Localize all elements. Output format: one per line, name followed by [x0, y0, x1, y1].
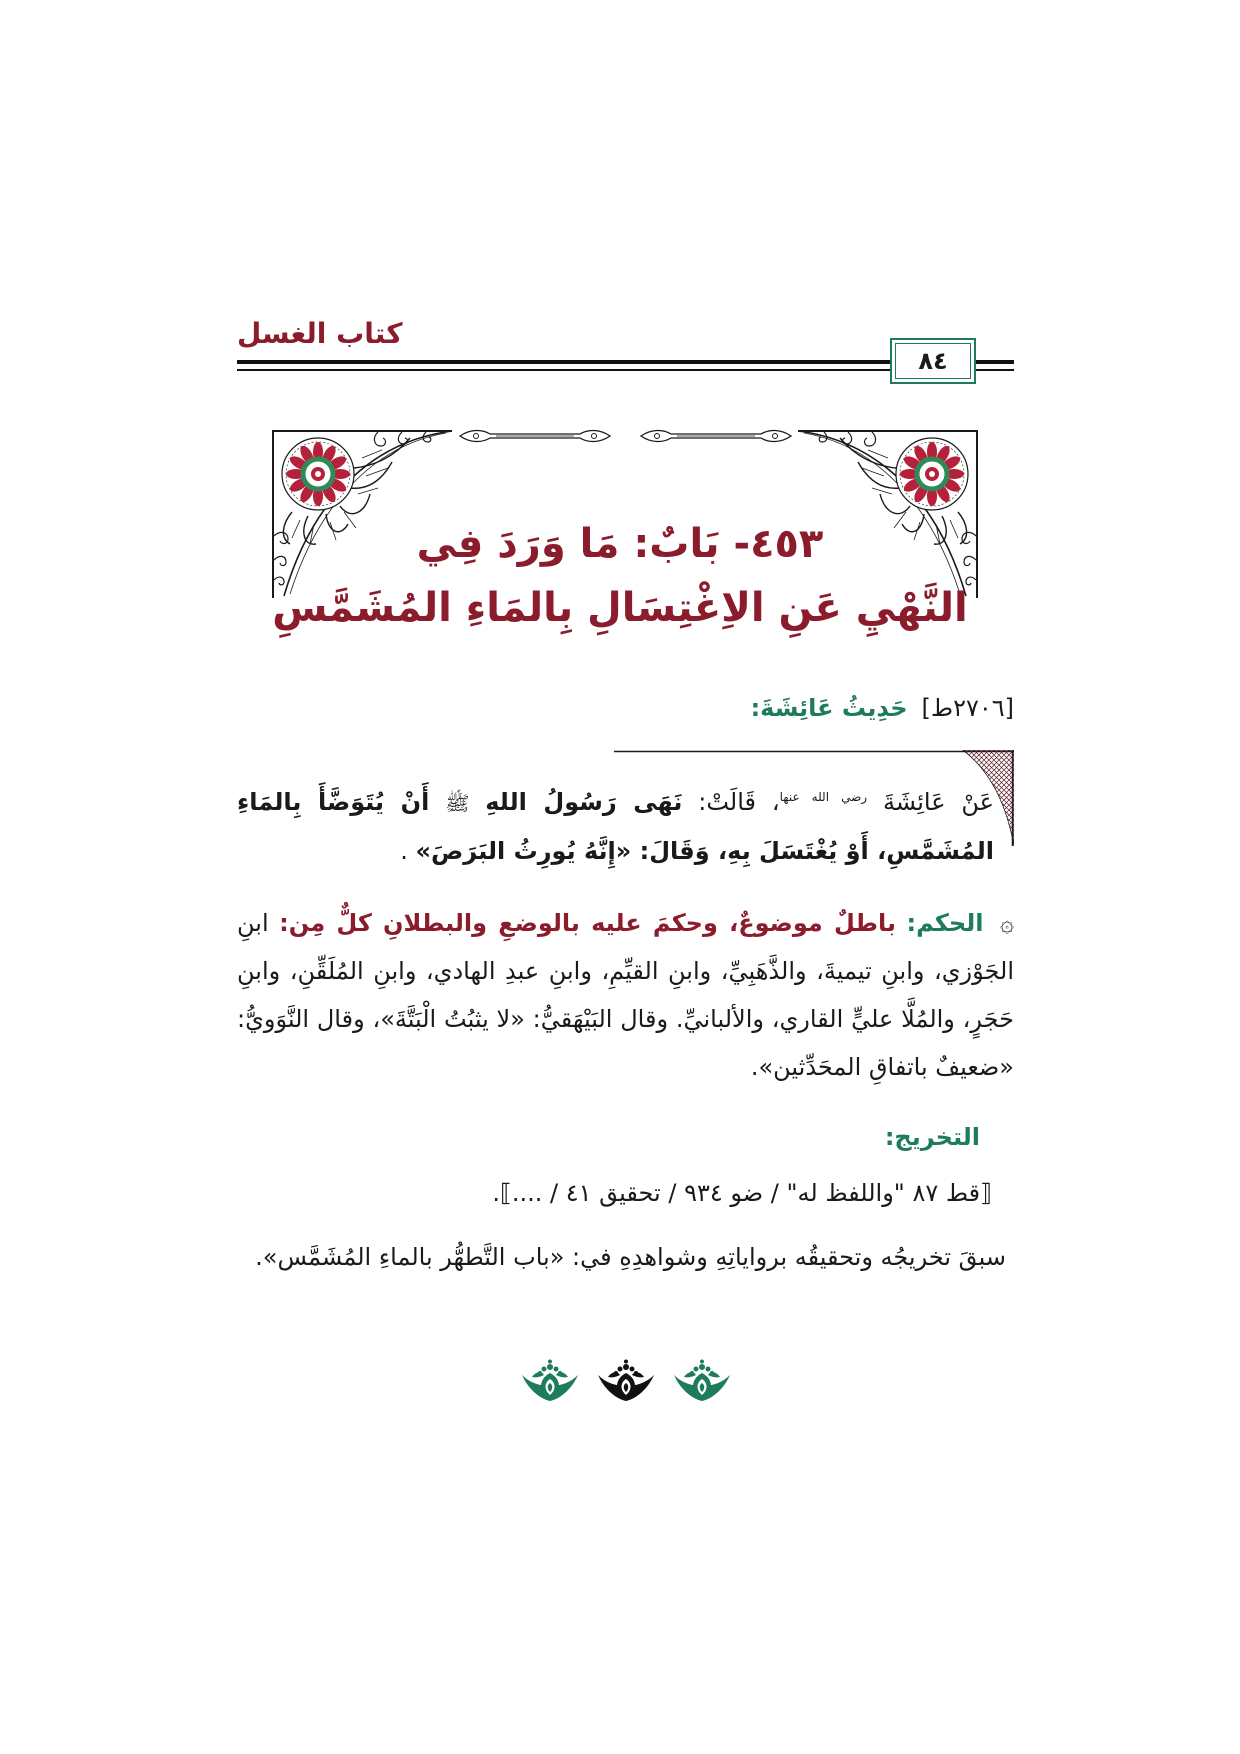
ruling-label: الحكم:	[906, 909, 984, 937]
hadith-box-border	[614, 750, 1014, 850]
hadith-narrator: عَنْ عَائِشَةَ	[882, 788, 994, 816]
flower-ornament-icon	[672, 1359, 732, 1403]
flower-ornament-icon	[520, 1359, 580, 1403]
ruling-verdict: باطلٌ موضوعٌ، وحكمَ عليه بالوضعِ والبطلانِ كلٌّ مِن:	[279, 909, 897, 937]
ruling-details: ابنِ الجَوْزي، وابنِ تيميةَ، والذَّهَبِيِّ، وابنِ القيِّمِ، وابنِ عبدِ الهادي، وابنِ المُلَقِّنِ، وابنِ حَجَرٍ، والمُلَّا عليٍّ القاري، والألبانيِّ. وقال البَيْهَقيُّ: «لا يثبُتُ الْبَتَّةَ»، وقال النَّوَويُّ: «ضعيفٌ باتفاقِ المحَدِّثين».	[237, 909, 1014, 1081]
chapter-title-line-2: النَّهْيِ عَنِ الاِغْتِسَالِ بِالمَاءِ المُشَمَّسِ	[272, 585, 968, 631]
frame-top-ornament-left	[460, 430, 610, 441]
takhrij-sources: ⟦قط ٨٧ "واللفظ له" / ضو ٩٣٤ / تحقيق ٤١ / ....⟧.	[492, 1179, 992, 1207]
hadith-heading	[237, 684, 1014, 732]
main-content	[237, 684, 1014, 1403]
hadith-number: [٢٧٠٦ط]	[921, 694, 1014, 722]
chapter-title	[0, 512, 1240, 640]
takhrij-note: سبقَ تخريجُه وتحقيقُه برواياتِهِ وشواهدِهِ في: «باب التَّطهُّر بالماءِ المُشَمَّس».	[255, 1243, 1006, 1271]
flower-ornament-icon	[596, 1359, 656, 1403]
hadith-box	[237, 750, 1014, 875]
page-number-box	[890, 338, 976, 384]
frame-top-ornament-right	[641, 430, 791, 441]
closing-ornaments	[237, 1359, 1014, 1403]
hadith-matn-part-2: أَنْ يُتَوَضَّأَ بِالمَاءِ المُشَمَّسِ، أَوْ يُغْتَسَلَ بِهِ، وَقَالَ: «إِنَّهُ يُورِثُ البَرَصَ»	[237, 788, 994, 865]
honorific-aisha: رضي الله عنها	[779, 790, 868, 804]
hadith-matn-part-1: نَهَى رَسُولُ اللهِ	[485, 788, 683, 816]
takhrij-heading: التخريج:	[884, 1123, 980, 1151]
hadith-heading-label: حَدِيثُ عَائِشَةَ:	[750, 694, 908, 722]
page-number: ٨٤	[895, 343, 971, 379]
hadith-said: ، قَالَتْ:	[698, 788, 780, 816]
chapter-title-line-1: ٤٥٣- بَابٌ: مَا وَرَدَ فِي	[416, 521, 824, 567]
running-header-title: كتاب الغسل	[237, 317, 403, 350]
ruling-marker-icon: ۞	[999, 909, 1014, 937]
hadith-end-period: .	[400, 837, 408, 865]
ruling-paragraph	[237, 899, 1014, 1091]
hatched-corner-ornament	[963, 750, 1014, 846]
honorific-prophet: ﷺ	[445, 791, 470, 815]
